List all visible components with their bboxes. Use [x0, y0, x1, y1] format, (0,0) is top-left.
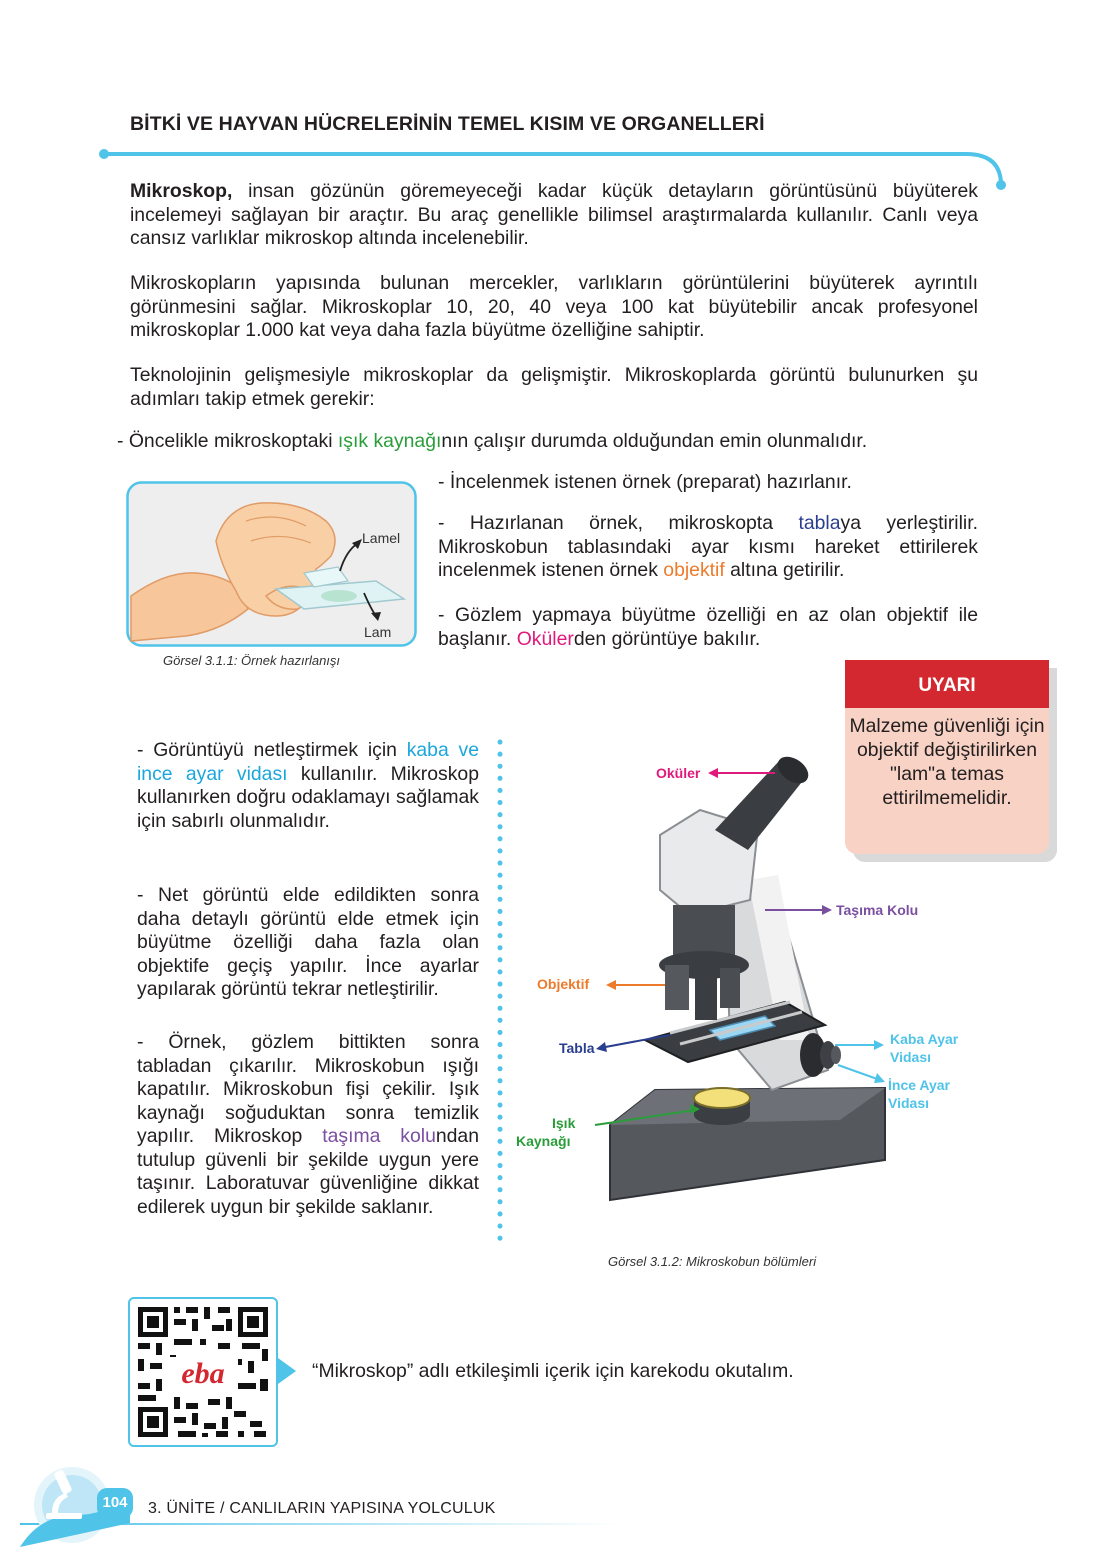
ince-ayar-label-1: İnce Ayar	[888, 1077, 950, 1093]
tasima-kolu-label: Taşıma Kolu	[836, 902, 919, 918]
step-2: - İncelenmek istenen örnek (preparat) hazırlanır.	[438, 471, 852, 493]
step-7: - Örnek, gözlem bittikten sonra tabladan çıkarılır. Mikroskobun ışığı kapatılır. Mikroskobun fişi çekilir. Işık kaynağı soğuduktan sonra temizlik yapılır. Mikroskop taşıma kolundan tutulup güvenli bir şekilde uygun yere taşınır. Laboratuvar güvenliğine dikkat edilerek uygun bir şekilde saklanır.	[137, 1031, 479, 1218]
qr-code-pattern	[130, 1299, 276, 1445]
dotted-separator	[494, 738, 506, 1253]
lam-label: Lam	[364, 624, 392, 640]
page-title: BİTKİ VE HAYVAN HÜCRELERİNİN TEMEL KISIM VE ORGANELLERİ	[130, 113, 765, 135]
step-3: - Hazırlanan örnek, mikroskopta tablaya yerleştirilir. Mikroskobun tablasındaki ayar kısmı hareket ettirilerek incelenmek istenen örnek objektif altına getirilir.	[438, 512, 978, 581]
lamel-label: Lamel	[362, 530, 401, 546]
qr-code[interactable]	[128, 1297, 278, 1447]
page-number: 104	[102, 1494, 128, 1511]
microscope-figure	[510, 740, 980, 1210]
warning-title: UYARI	[845, 660, 1049, 708]
isik-label-1: Işık	[552, 1115, 576, 1131]
kaba-ayar-label-2: Vidası	[890, 1049, 931, 1065]
intro-paragraph-1: Mikroskop, insan gözünün göremeyeceği kadar küçük detayların görüntüsünü büyüterek incelemeyi sağlayan bir araçtır. Bu araç genellikle bilimsel araştırmalarda kullanılır. Canlı veya cansız varlıklar mikroskop altında incelenebilir.	[130, 180, 978, 249]
eba-logo: eba	[181, 1357, 225, 1390]
warning-text: Malzeme güvenliği için objektif değiştirilirken "lam"a temas ettirilmemelidir.	[845, 708, 1049, 854]
kaba-ayar-label-1: Kaba Ayar	[890, 1031, 959, 1047]
intro-paragraph-2: Mikroskopların yapısında bulunan mercekler, varlıkların görüntülerini büyüterek ayrıntılı görünmesini sağlar. Mikroskoplar 10, 20, 40 veya 100 kat büyütebilir ancak profesyonel mikroskoplar 1.000 kat veya daha fazla büyütme özelliğine sahiptir.	[130, 272, 978, 341]
figure-2-caption: Görsel 3.1.2: Mikroskobun bölümleri	[608, 1254, 817, 1269]
qr-description: “Mikroskop” adlı etkileşimli içerik için karekodu okutalım.	[312, 1360, 794, 1382]
intro-paragraph-3: Teknolojinin gelişmesiyle mikroskoplar da gelişmiştir. Mikroskoplarda görüntü bulunurken şu adımları takip etmek gerekir:	[130, 364, 978, 410]
unit-title: 3. ÜNİTE / CANLILARIN YAPISINA YOLCULUK	[148, 1500, 496, 1517]
isik-label-2: Kaynağı	[516, 1133, 571, 1149]
step-6: - Net görüntü elde edildikten sonra daha detaylı görüntü elde etmek için büyütme özelliği daha fazla olan objektife geçiş yapılır. İnce ayarlar yapılarak görüntü tekrar netleştirilir.	[137, 884, 479, 1000]
okuler-label: Oküler	[656, 765, 701, 781]
figure-1-caption: Görsel 3.1.1: Örnek hazırlanışı	[163, 653, 341, 668]
step-5: - Görüntüyü netleştirmek için kaba ve ince ayar vidası kullanılır. Mikroskop kullanırken doğru odaklamayı sağlamak için sabırlı olunmalıdır.	[137, 739, 479, 832]
step-1: - Öncelikle mikroskoptaki ışık kaynağının çalışır durumda olduğundan emin olunmalıdır.	[117, 430, 868, 452]
qr-pointer-icon	[278, 1358, 298, 1384]
ince-ayar-label-2: Vidası	[888, 1095, 929, 1111]
tabla-label: Tabla	[559, 1040, 595, 1056]
objektif-label: Objektif	[537, 976, 590, 992]
step-4: - Gözlem yapmaya büyütme özelliği en az olan objektif ile başlanır. Okülerden görüntüye bakılır.	[438, 604, 978, 650]
sample-preparation-figure	[126, 481, 418, 648]
